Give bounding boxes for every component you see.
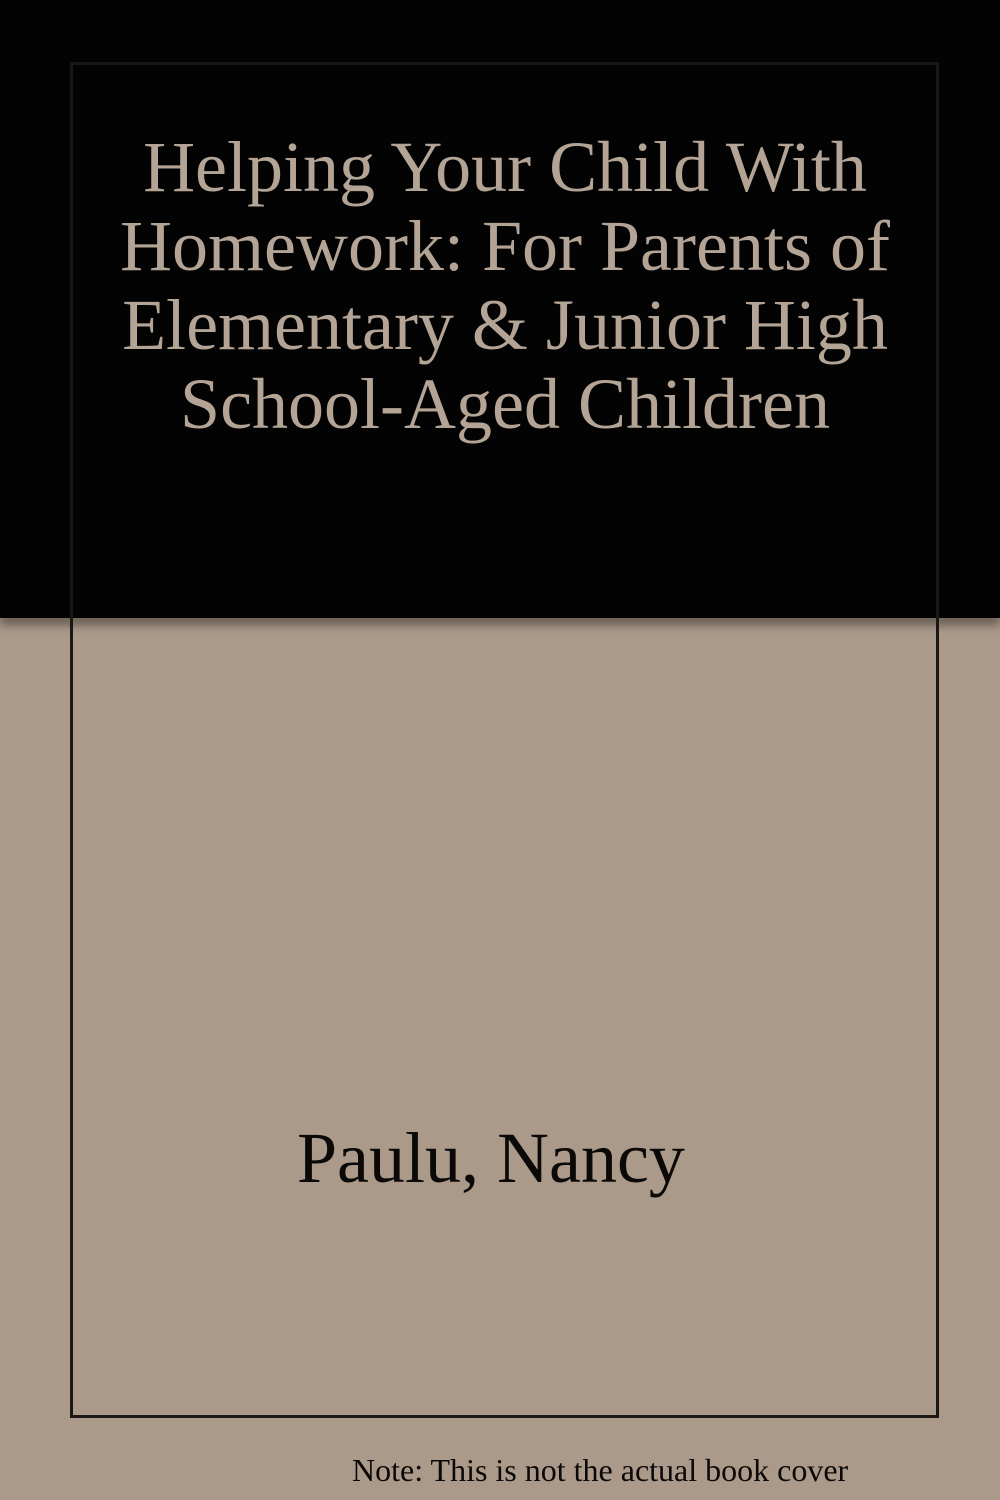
book-author: Paulu, Nancy <box>297 1118 685 1198</box>
book-title: Helping Your Child With Homework: For Parents of Elementary & Junior High School-Aged Children <box>120 127 890 444</box>
cover-disclaimer-note: Note: This is not the actual book cover <box>352 1452 849 1488</box>
